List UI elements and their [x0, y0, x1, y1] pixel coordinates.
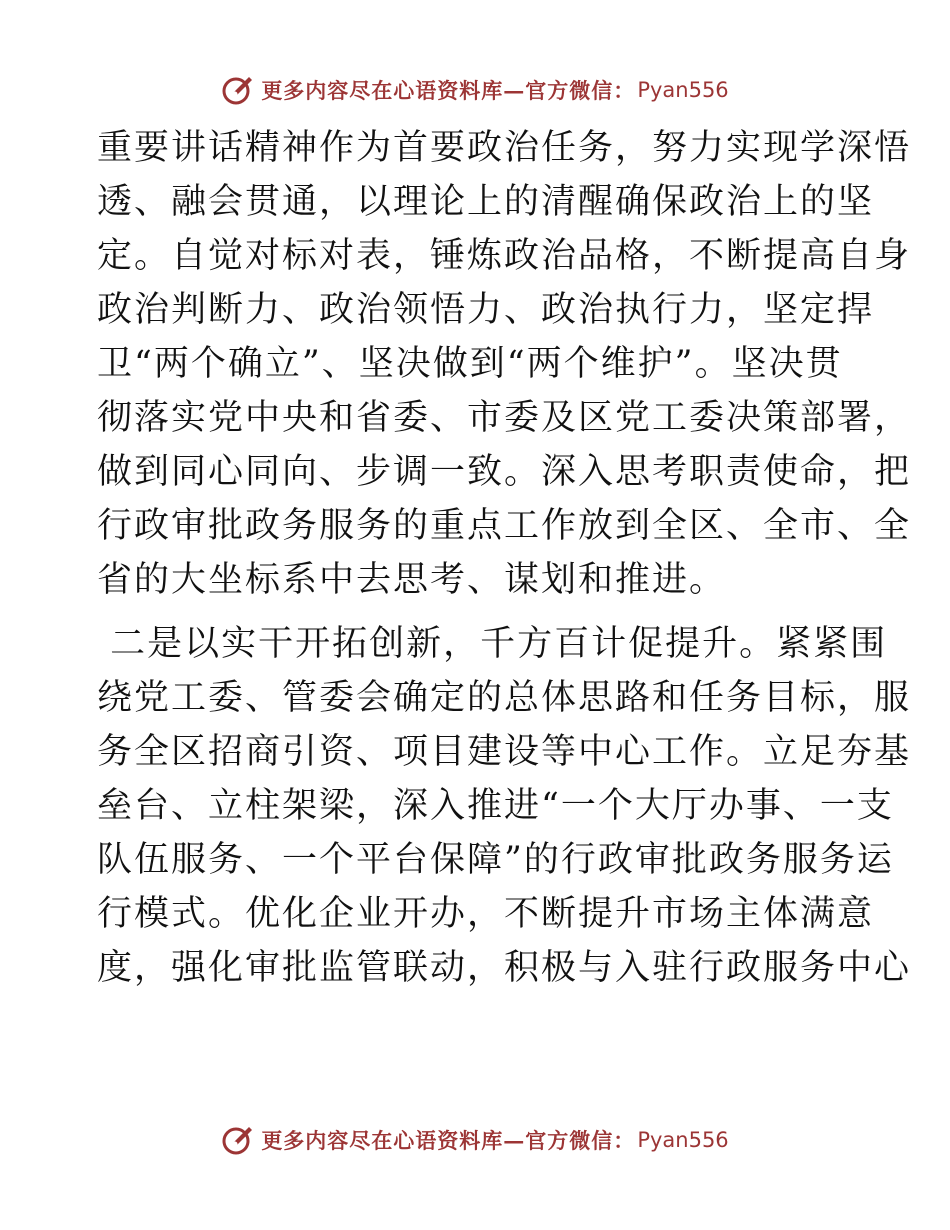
text-line: 队伍服务、一个平台保障”的行政审批政务服务运: [97, 840, 894, 880]
paragraph-1: [97, 121, 912, 607]
text-line: 卫“两个确立”、坚决做到“两个维护”。坚决贯: [97, 344, 843, 384]
text-line: 行政审批政务服务的重点工作放到全区、全市、全: [97, 506, 912, 546]
header-banner: [0, 70, 950, 110]
text-line: 二是以实干开拓创新，千方百计促提升。紧紧围: [97, 624, 888, 664]
text-line: 垒台、立柱架梁，深入推进“一个大厅办事、一支: [97, 786, 894, 826]
pen-logo-icon: [221, 1123, 255, 1157]
text-line: 彻落实党中央和省委、市委及区党工委决策部署，: [97, 398, 912, 438]
text-line: 重要讲话精神作为首要政治任务，努力实现学深悟: [97, 128, 912, 168]
header-account: Pyan556: [637, 78, 729, 102]
text-line: 务全区招商引资、项目建设等中心工作。立足夯基: [97, 732, 912, 772]
header-text: 更多内容尽在心语资料库—官方微信：: [261, 78, 636, 103]
text-line: 做到同心同向、步调一致。深入思考职责使命，把: [97, 452, 912, 492]
footer-account: Pyan556: [637, 1128, 729, 1152]
text-line: 度，强化审批监管联动，积极与入驻行政服务中心: [97, 948, 912, 988]
text-line: 透、融会贯通，以理论上的清醒确保政治上的坚: [97, 182, 875, 222]
pen-logo-icon: [221, 73, 255, 107]
document-body: [97, 121, 912, 995]
text-line: 行模式。优化企业开办，不断提升市场主体满意: [97, 894, 875, 934]
footer-text: 更多内容尽在心语资料库—官方微信：: [261, 1128, 636, 1153]
text-line: 省的大坐标系中去思考、谋划和推进。: [97, 560, 727, 600]
text-line: 定。自觉对标对表，锤炼政治品格，不断提高自身: [97, 236, 912, 276]
footer-banner: [0, 1120, 950, 1160]
paragraph-2: [97, 617, 912, 995]
text-line: 绕党工委、管委会确定的总体思路和任务目标，服: [97, 678, 912, 718]
paragraph-gap: [97, 607, 857, 617]
text-line: 政治判断力、政治领悟力、政治执行力，坚定捍: [97, 290, 875, 330]
